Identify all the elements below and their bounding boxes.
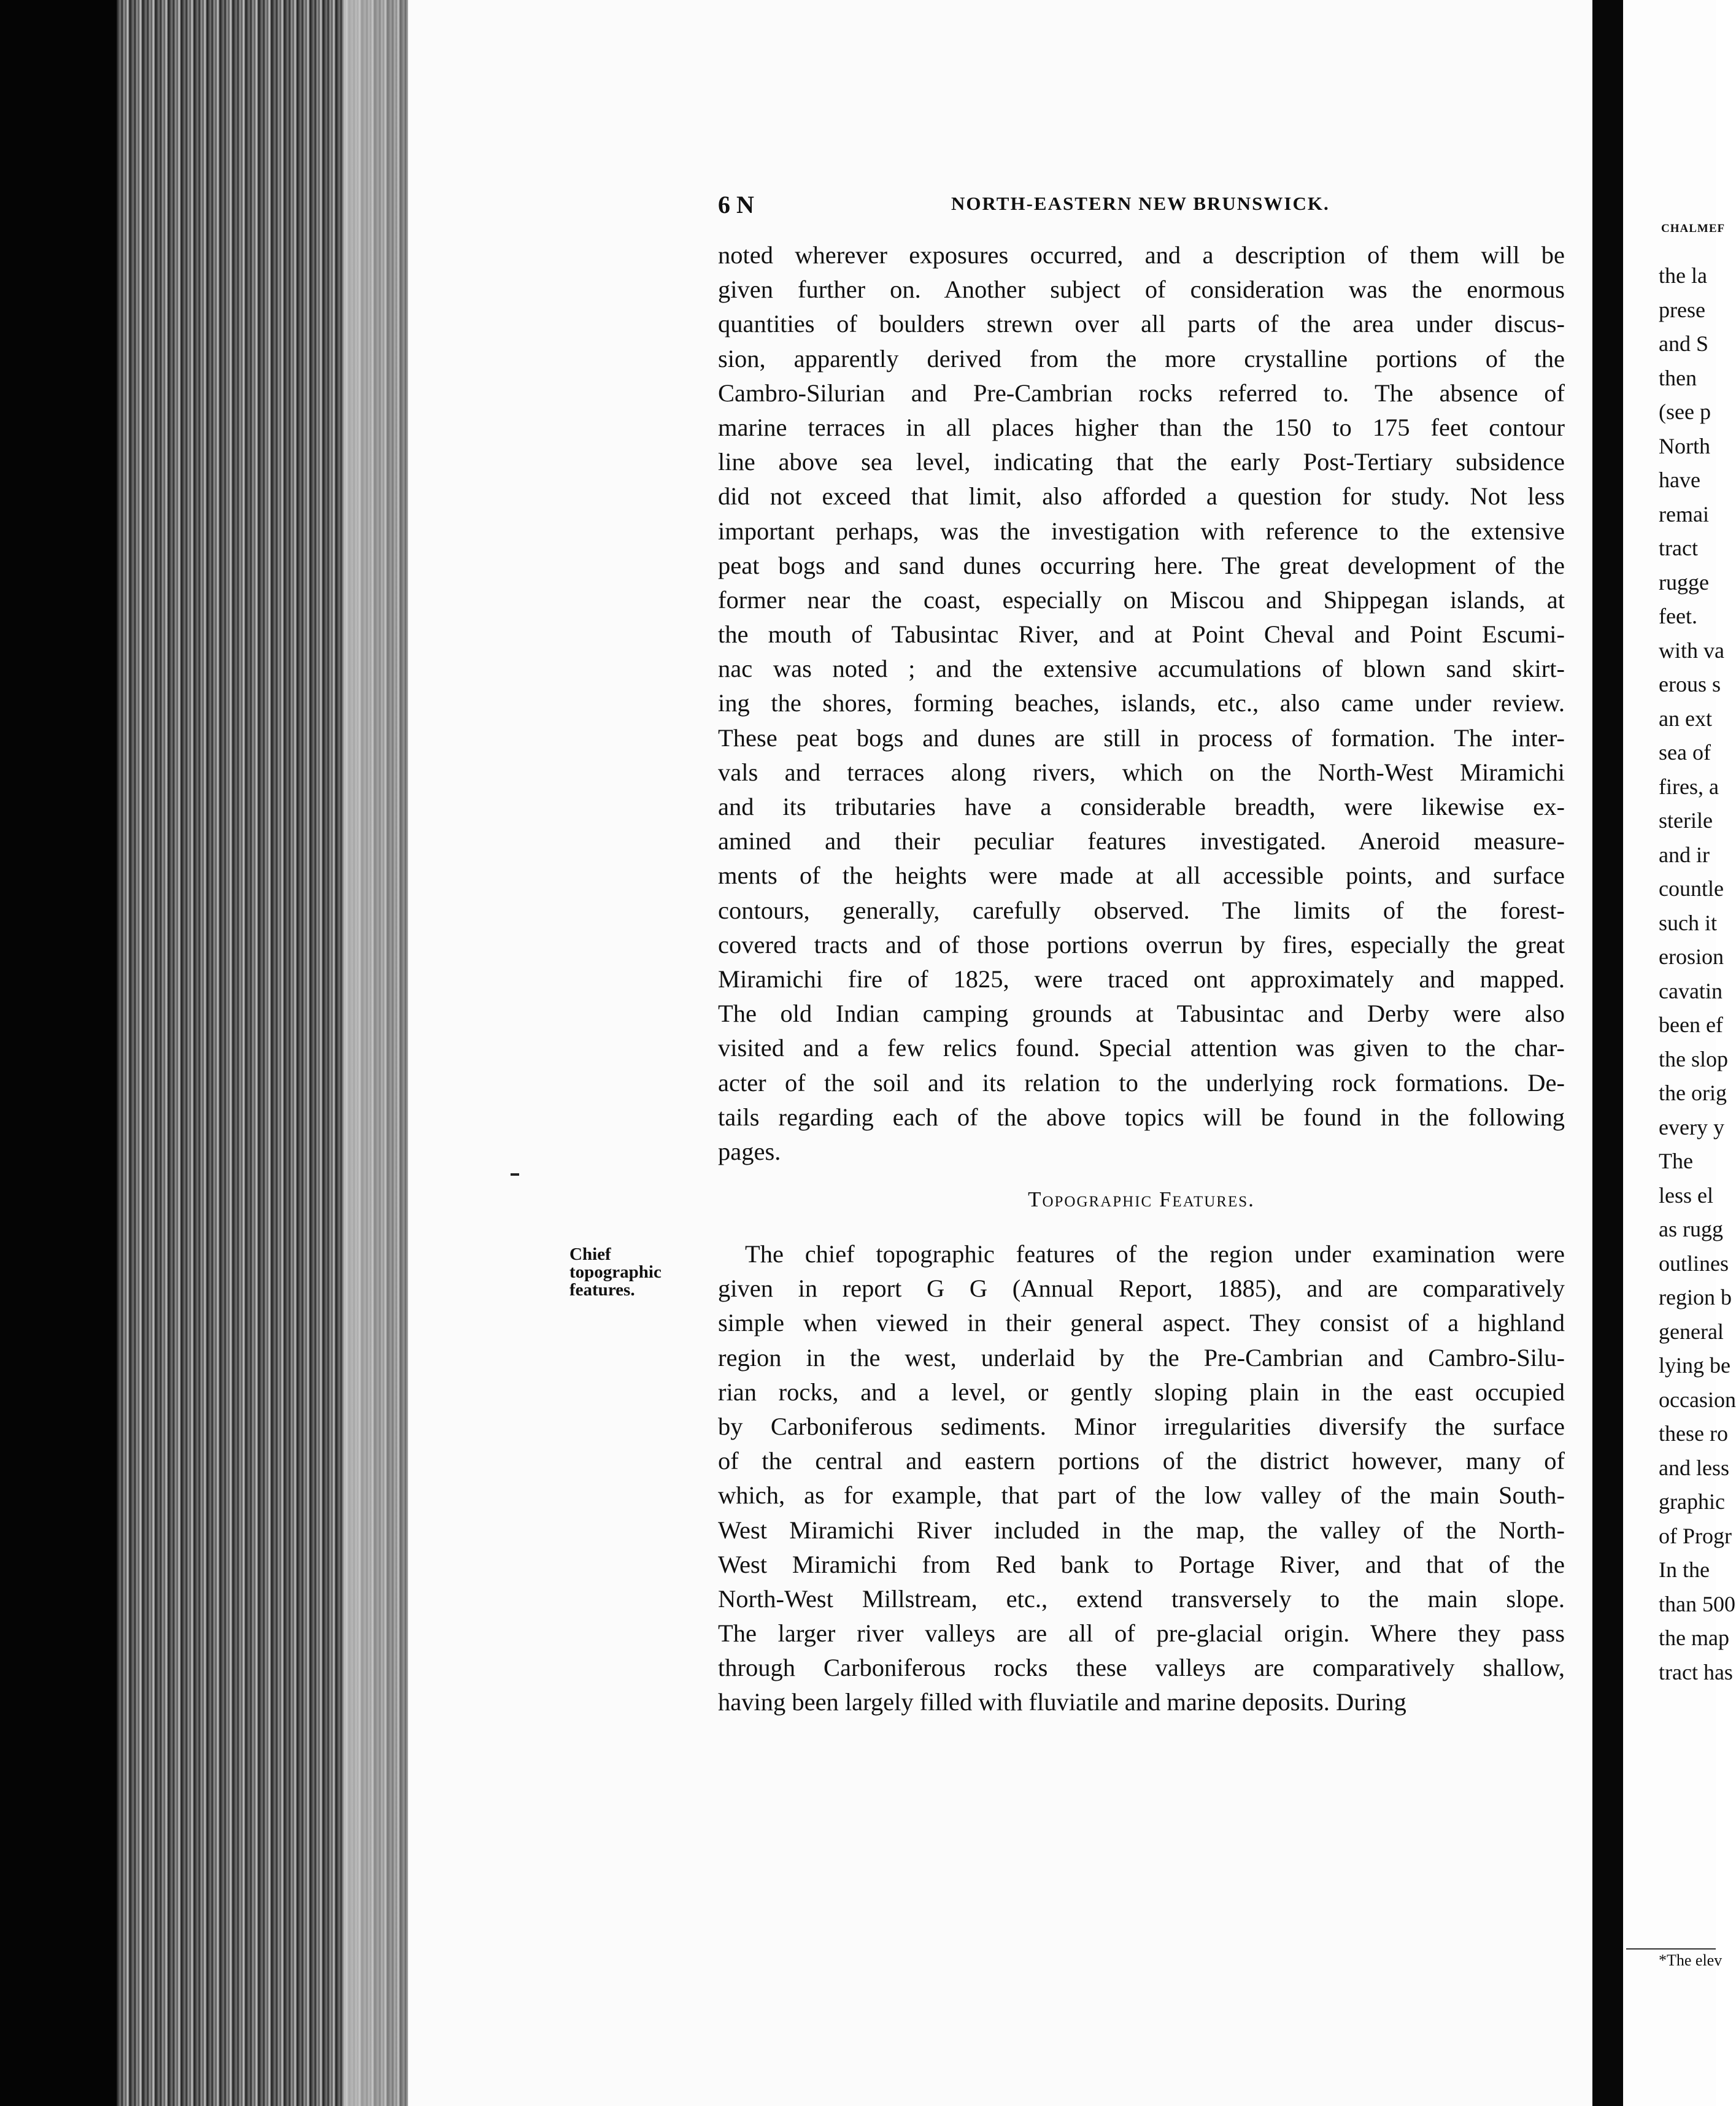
facing-page-line: remai: [1659, 502, 1709, 526]
facing-page-line: erosion: [1659, 944, 1724, 969]
paragraph-observations: [718, 238, 1565, 1169]
facing-page-line: of Progr: [1659, 1524, 1732, 1548]
text-line: The larger river valleys are all of pre-glacial origin. Where they pass: [718, 1619, 1565, 1648]
page-header: [718, 190, 1565, 227]
running-title: NORTH-EASTERN NEW BRUNSWICK.: [951, 193, 1330, 214]
text-line: having been largely filled with fluviatile and marine deposits. During: [718, 1688, 1406, 1716]
facing-page-line: these ro: [1659, 1421, 1728, 1446]
facing-page-line: such it: [1659, 911, 1717, 935]
text-line: These peat bogs and dunes are still in process of formation. The inter-: [718, 723, 1565, 752]
facing-page-line: and S: [1659, 331, 1708, 356]
facing-page-line: The: [1659, 1149, 1693, 1173]
text-line: vals and terraces along rivers, which on the North-West Miramichi: [718, 758, 1565, 786]
text-line: the mouth of Tabusintac River, and at Point Cheval and Point Escumi-: [718, 620, 1565, 649]
text-line: ing the shores, forming beaches, islands, etc., also came under review.: [718, 689, 1565, 717]
text-line: simple when viewed in their general aspect. They consist of a highland: [718, 1309, 1565, 1337]
facing-page-line: the orig: [1659, 1081, 1727, 1105]
facing-page-line: fires, a: [1659, 774, 1719, 799]
facing-page-line: cavatin: [1659, 979, 1722, 1003]
facing-page-line: less el: [1659, 1183, 1713, 1208]
side-note-line: topographic: [569, 1262, 662, 1282]
page-number: 6 N: [718, 191, 754, 218]
text-line: given further on. Another subject of consideration was the enormous: [718, 276, 1565, 304]
facing-page-line: the la: [1659, 263, 1707, 288]
facing-page-line: erous s: [1659, 672, 1721, 696]
text-line: amined and their peculiar features investigated. Aneroid measure-: [718, 827, 1565, 855]
text-line: Miramichi fire of 1825, were traced ont approximately and mapped.: [718, 965, 1565, 993]
text-line: Cambro-Silurian and Pre-Cambrian rocks referred to. The absence of: [718, 379, 1565, 407]
facing-page-line: sterile: [1659, 808, 1713, 833]
facing-page-line: sea of: [1659, 740, 1711, 765]
text-line: marine terraces in all places higher than the 150 to 175 feet contour: [718, 413, 1565, 441]
facing-page-line: the slop: [1659, 1047, 1728, 1071]
text-line: West Miramichi River included in the map, the valley of the North-: [718, 1516, 1565, 1544]
text-line: peat bogs and sand dunes occurring here. The great development of the: [718, 551, 1565, 579]
facing-page-line: In the: [1659, 1557, 1710, 1582]
facing-page-line: tract: [1659, 536, 1698, 560]
facing-page-line: have: [1659, 468, 1700, 492]
facing-page-running-head: CHALMEF: [1661, 222, 1726, 235]
section-heading: Topographic Features.: [1028, 1187, 1255, 1211]
text-line: covered tracts and of those portions overrun by fires, especially the great: [718, 930, 1565, 958]
facing-page-line: as rugg: [1659, 1217, 1723, 1241]
text-line: tails regarding each of the above topics will be found in the following: [718, 1103, 1565, 1131]
facing-page-line: feet.: [1659, 604, 1697, 628]
side-note-line: features.: [569, 1280, 635, 1300]
facing-page-line: tract has: [1659, 1660, 1733, 1684]
text-line: pages.: [718, 1137, 781, 1165]
facing-page-line: outlines: [1659, 1251, 1729, 1276]
text-line: The chief topographic features of the region under examination were: [745, 1240, 1565, 1268]
text-line: line above sea level, indicating that the early Post-Tertiary subsidence: [718, 448, 1565, 476]
facing-page-line: region b: [1659, 1285, 1732, 1310]
text-line: which, as for example, that part of the low valley of the main South-: [718, 1481, 1565, 1510]
text-line: contours, generally, carefully observed. The limits of the forest-: [718, 896, 1565, 924]
text-line: ments of the heights were made at all accessible points, and surface: [718, 862, 1565, 890]
side-note-line: Chief: [569, 1244, 611, 1264]
facing-page-line: general: [1659, 1319, 1724, 1344]
text-line: noted wherever exposures occurred, and a description of them will be: [718, 241, 1565, 269]
text-line: and its tributaries have a considerable breadth, were likewise ex-: [718, 793, 1565, 820]
text-line: visited and a few relics found. Special attention was given to the char-: [718, 1034, 1565, 1062]
text-line: region in the west, underlaid by the Pre-Cambrian and Cambro-Silu-: [718, 1343, 1565, 1371]
facing-page-line: and less: [1659, 1456, 1729, 1480]
text-line: through Carboniferous rocks these valleys are comparatively shallow,: [718, 1654, 1565, 1682]
text-line: of the central and eastern portions of the district however, many of: [718, 1447, 1565, 1475]
text-line: North-West Millstream, etc., extend transversely to the main slope.: [718, 1584, 1565, 1613]
facing-page-line: North: [1659, 434, 1710, 458]
text-line: sion, apparently derived from the more crystalline portions of the: [718, 344, 1565, 372]
facing-page-line: with va: [1659, 638, 1724, 663]
facing-page-line: an ext: [1659, 706, 1712, 731]
text-line: acter of the soil and its relation to the underlying rock formations. De-: [718, 1068, 1565, 1097]
facing-page-line: countle: [1659, 876, 1724, 901]
text-line: West Miramichi from Red bank to Portage River, and that of the: [718, 1550, 1565, 1578]
text-line: rian rocks, and a level, or gently sloping plain in the east occupied: [718, 1378, 1565, 1406]
facing-page-line: and ir: [1659, 843, 1710, 867]
text-line: important perhaps, was the investigation with reference to the extensive: [718, 517, 1565, 545]
side-note: [569, 1246, 704, 1299]
text-line: quantities of boulders strewn over all parts of the area under discus-: [718, 310, 1565, 338]
facing-page-line: graphic: [1659, 1489, 1725, 1514]
text-line: former near the coast, especially on Miscou and Shippegan islands, at: [718, 585, 1565, 614]
facing-page-footnote: *The elev: [1659, 1951, 1722, 1969]
facing-page-line: every y: [1659, 1115, 1724, 1140]
text-line: nac was noted ; and the extensive accumulations of blown sand skirt-: [718, 655, 1565, 683]
facing-page-line: been ef: [1659, 1012, 1723, 1037]
facing-page-line: occasion: [1659, 1387, 1736, 1412]
facing-page-footnote-rule: [1626, 1948, 1716, 1950]
facing-page-line: the map: [1659, 1626, 1729, 1650]
text-line: by Carboniferous sediments. Minor irregularities diversify the surface: [718, 1412, 1565, 1440]
paragraph-topography: [718, 1237, 1565, 1720]
facing-page-line: prese: [1659, 298, 1705, 322]
facing-page-fragment: [1623, 0, 1736, 2106]
book-gutter: [1592, 0, 1623, 2106]
text-line: The old Indian camping grounds at Tabusintac and Derby were also: [718, 1000, 1565, 1028]
facing-page-line: then: [1659, 366, 1697, 390]
facing-page-line: rugge: [1659, 570, 1709, 595]
facing-page-line: lying be: [1659, 1353, 1730, 1378]
book-edge-shadow: [0, 0, 117, 2106]
text-line: did not exceed that limit, also afforded a question for study. Not less: [718, 482, 1565, 511]
margin-mark: [511, 1173, 519, 1176]
facing-page-line: (see p: [1659, 399, 1711, 424]
facing-page-line: than 500: [1659, 1592, 1735, 1616]
text-line: given in report G G (Annual Report, 1885), and are comparatively: [718, 1275, 1565, 1303]
